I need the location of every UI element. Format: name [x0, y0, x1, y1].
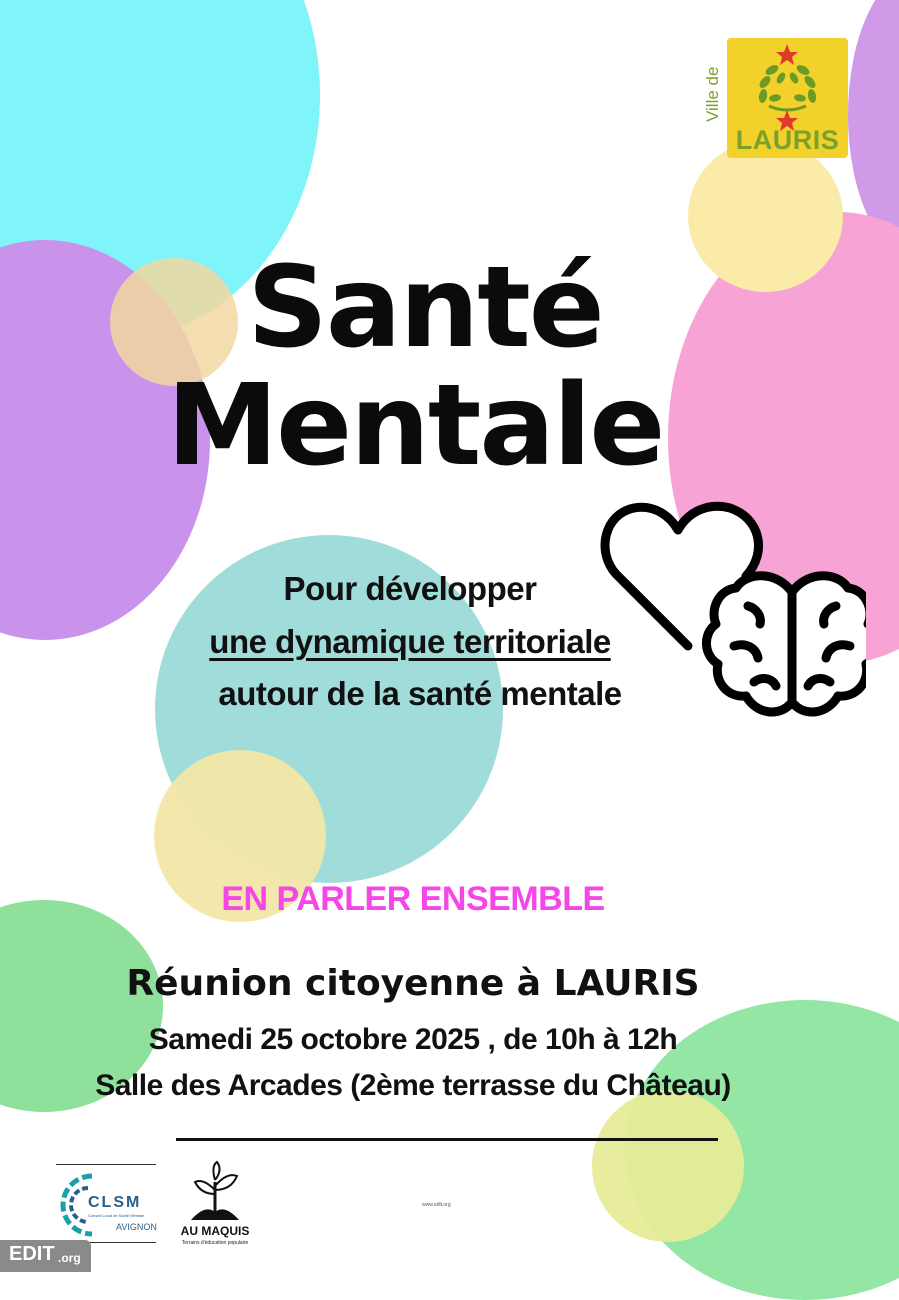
star-icon — [776, 44, 798, 65]
page-title-line2: Mentale — [166, 361, 664, 491]
clsm-full-name: Conseil Local de Santé Mentale — [88, 1213, 145, 1218]
event-date: Samedi 25 octobre 2025 , de 10h à 12h — [148, 1023, 678, 1056]
au-maquis-name: AU MAQUIS — [180, 1224, 250, 1238]
edit-badge-suffix: .org — [58, 1251, 81, 1265]
subtitle-line2: une dynamique territoriale — [209, 623, 611, 660]
event-title: Réunion citoyenne à LAURIS — [126, 963, 700, 1004]
clsm-city: AVIGNON — [116, 1222, 157, 1232]
edit-badge-main: EDIT — [9, 1243, 55, 1265]
bg-circle-yellow-bottom — [592, 1090, 744, 1242]
town-logo — [700, 36, 850, 158]
logo-box — [727, 38, 848, 158]
logo-town-name: LAURIS — [735, 125, 840, 155]
logo-ville-label: Ville de — [703, 66, 722, 122]
page-title-line1: Santé — [247, 243, 603, 373]
edit-badge[interactable] — [0, 1240, 91, 1272]
subtitle-line3: autour de la santé mentale — [218, 675, 622, 712]
event-place: Salle des Arcades (2ème terrasse du Château) — [95, 1069, 731, 1102]
au-maquis-logo — [170, 1158, 260, 1250]
subtitle-line1: Pour développer — [283, 570, 537, 607]
au-maquis-tagline: Terrains d'éducation populaire — [181, 1240, 249, 1246]
clsm-top-line — [56, 1164, 156, 1165]
clsm-logo — [56, 1164, 156, 1244]
small-url: www.edit.org — [422, 1202, 451, 1208]
tree-icon — [185, 1160, 245, 1222]
divider — [176, 1138, 718, 1141]
brain-icon — [706, 576, 866, 712]
tagline: EN PARLER ENSEMBLE — [221, 880, 605, 918]
clsm-name: CLSM — [88, 1194, 142, 1211]
